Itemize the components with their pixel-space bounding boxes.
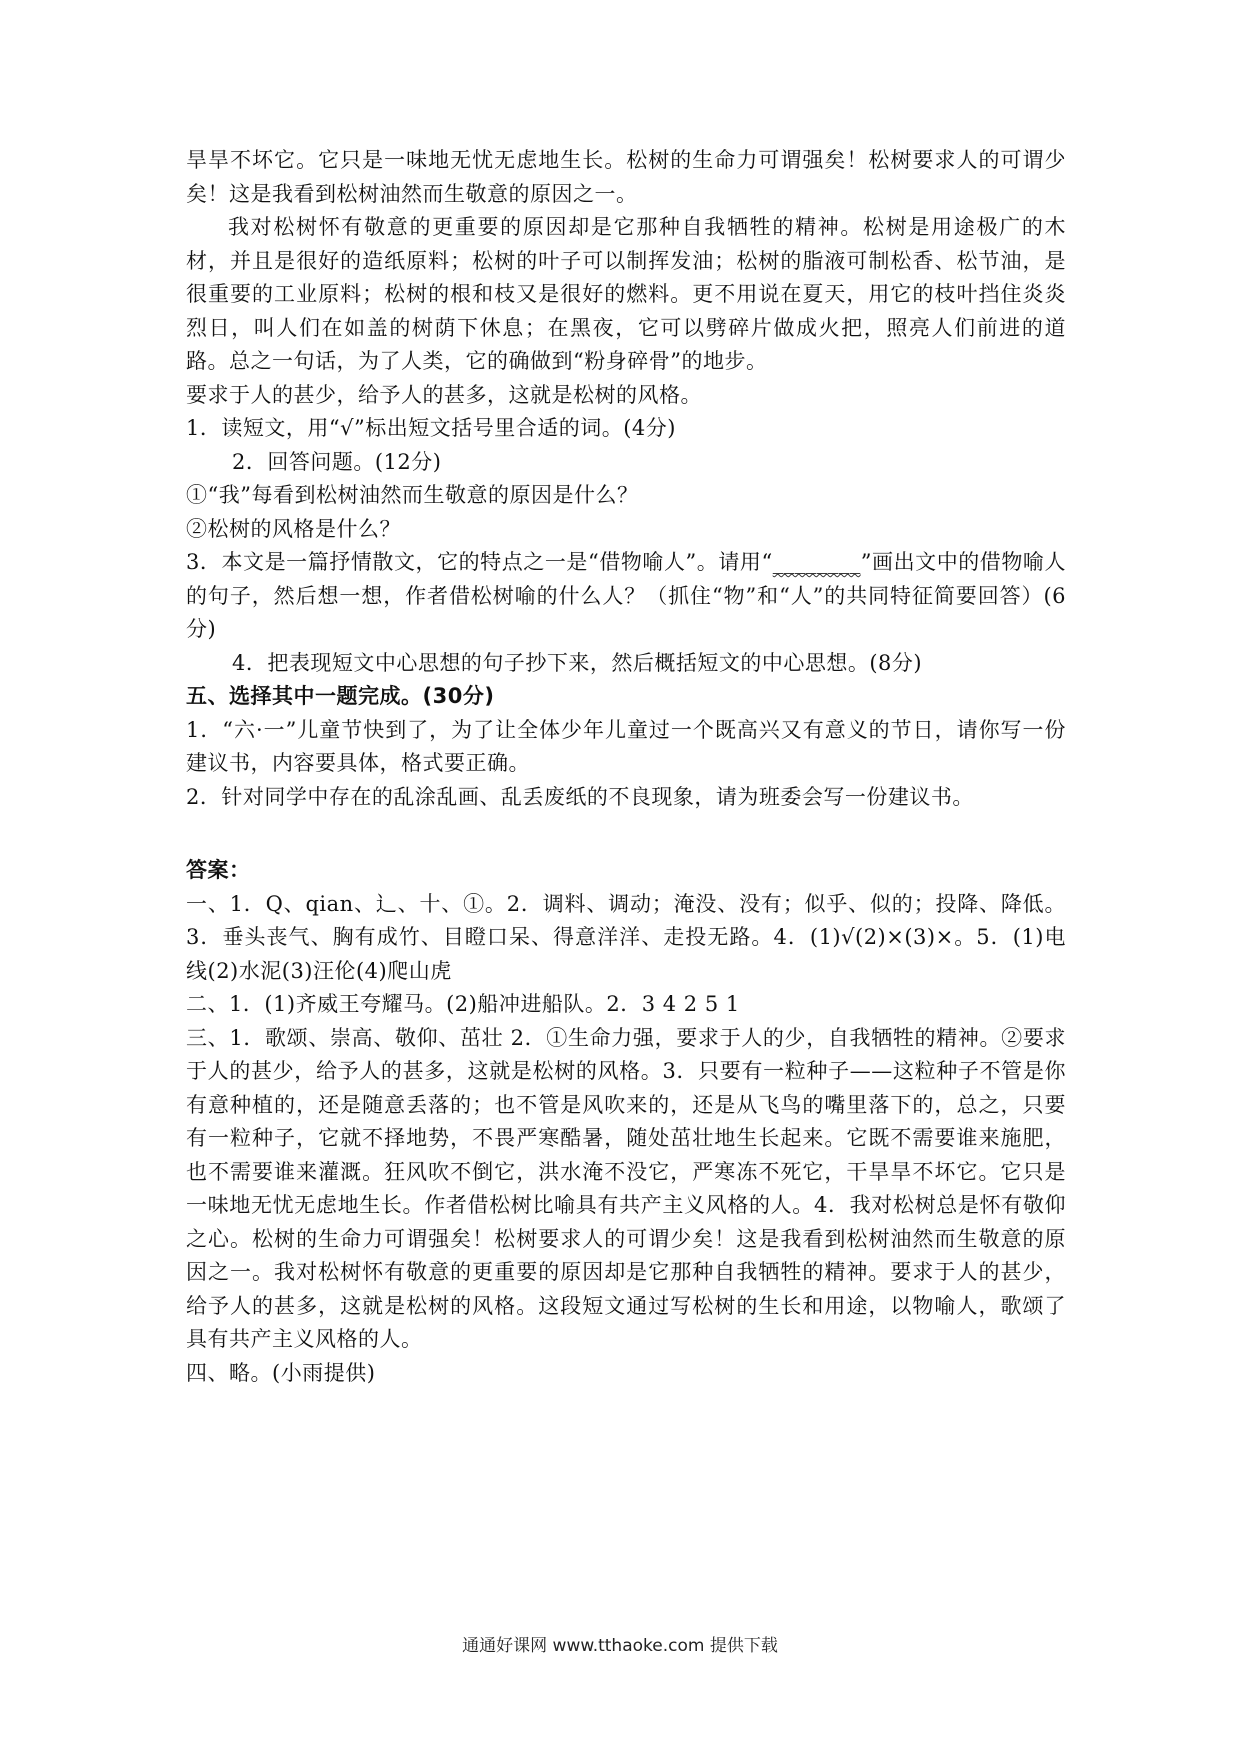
passage-paragraph-3: 要求于人的甚少，给予人的甚多，这就是松树的风格。 bbox=[186, 382, 702, 407]
answer-section-4: 四、略。(小雨提供) bbox=[186, 1360, 376, 1385]
wavy-underline-mark: ________ bbox=[772, 550, 861, 574]
page-footer: 通通好课网 www.tthaoke.com 提供下载 bbox=[462, 1636, 778, 1656]
question-2: 2．回答问题。(12分) bbox=[232, 449, 442, 474]
passage-paragraph-2: 我对松树怀有敬意的更重要的原因却是它那种自我牺牲的精神。松树是用途极广的木材，并且是很好的造纸原料；松树的叶子可以制挥发油；松树的脂液可制松香、松节油，是很重要的工业原料；松树的根和枝又是很好的燃料。更不用说在夏天，用它的枝叶挡住炎炎烈日，叫人们在如盖的树荫下休息；在黑夜，它可以劈碎片做成火把，照亮人们前进的道路。总之一句话，为了人类，它的确做到“粉身碎骨”的地步。 bbox=[186, 215, 1066, 373]
question-1: 1．读短文，用“√”标出短文括号里合适的词。(4分) bbox=[186, 416, 676, 440]
section-5-heading: 五、选择其中一题完成。(30分) bbox=[186, 684, 495, 708]
question-4: 4．把表现短文中心思想的句子抄下来，然后概括短文的中心思想。(8分) bbox=[232, 650, 923, 675]
question-3 bbox=[186, 546, 1066, 647]
section-5-item-1: 1．“六·一”儿童节快到了，为了让全体少年儿童过一个既高兴又有意义的节日，请你写一份建议书，内容要具体，格式要正确。 bbox=[186, 717, 1066, 775]
question-2a: ①“我”每看到松树油然而生敬意的原因是什么？ bbox=[186, 483, 639, 507]
answer-section-1: 一、1．Q、qian、辶、十、①。2．调料、调动；淹没、没有；似乎、似的；投降、降低。3．垂头丧气、胸有成竹、目瞪口呆、得意洋洋、走投无路。4．(1)√(2)×(3)×。5．(1)电线(2)水泥(3)汪伦(4)爬山虎 bbox=[186, 891, 1066, 983]
section-5-item-2: 2．针对同学中存在的乱涂乱画、乱丢废纸的不良现象，请为班委会写一份建议书。 bbox=[186, 784, 974, 809]
spacer bbox=[186, 814, 1066, 854]
question-3-text-end: ”画出文中的借物喻人的句子，然后想一想，作者借松树喻的什么人？（抓住“物”和“人”的共同特征简要回答）(6分) bbox=[186, 550, 1066, 641]
answers-heading: 答案： bbox=[186, 858, 251, 882]
answer-section-2: 二、1．(1)齐威王夸耀马。(2)船冲进船队。2．3 4 2 5 1 bbox=[186, 992, 740, 1016]
question-3-text-start: 3．本文是一篇抒情散文，它的特点之一是“借物喻人”。请用“ bbox=[186, 550, 773, 574]
question-2b: ②松树的风格是什么？ bbox=[186, 516, 401, 541]
document-body bbox=[186, 144, 1066, 1390]
passage-paragraph-1: 旱旱不坏它。它只是一味地无忧无虑地生长。松树的生命力可谓强矣！松树要求人的可谓少矣！这是我看到松树油然而生敬意的原因之一。 bbox=[186, 148, 1066, 206]
answer-section-3: 三、1．歌颂、崇高、敬仰、茁壮 2．①生命力强，要求于人的少，自我牺牲的精神。②要求于人的甚少，给予人的甚多，这就是松树的风格。3．只要有一粒种子——这粒种子不管是你有意种植的，还是随意丢落的；也不管是风吹来的，还是从飞鸟的嘴里落下的，总之，只要有一粒种子，它就不择地势，不畏严寒酷暑，随处茁壮地生长起来。它既不需要谁来施肥，也不需要谁来灌溉。狂风吹不倒它，洪水淹不没它，严寒冻不死它，干旱旱不坏它。它只是一味地无忧无虑地生长。作者借松树比喻具有共产主义风格的人。4．我对松树总是怀有敬仰之心。松树的生命力可谓强矣！松树要求人的可谓少矣！这是我看到松树油然而生敬意的原因之一。我对松树怀有敬意的更重要的原因却是它那种自我牺牲的精神。要求于人的甚少，给予人的甚多，这就是松树的风格。这段短文通过写松树的生长和用途，以物喻人，歌颂了具有共产主义风格的人。 bbox=[186, 1025, 1066, 1351]
